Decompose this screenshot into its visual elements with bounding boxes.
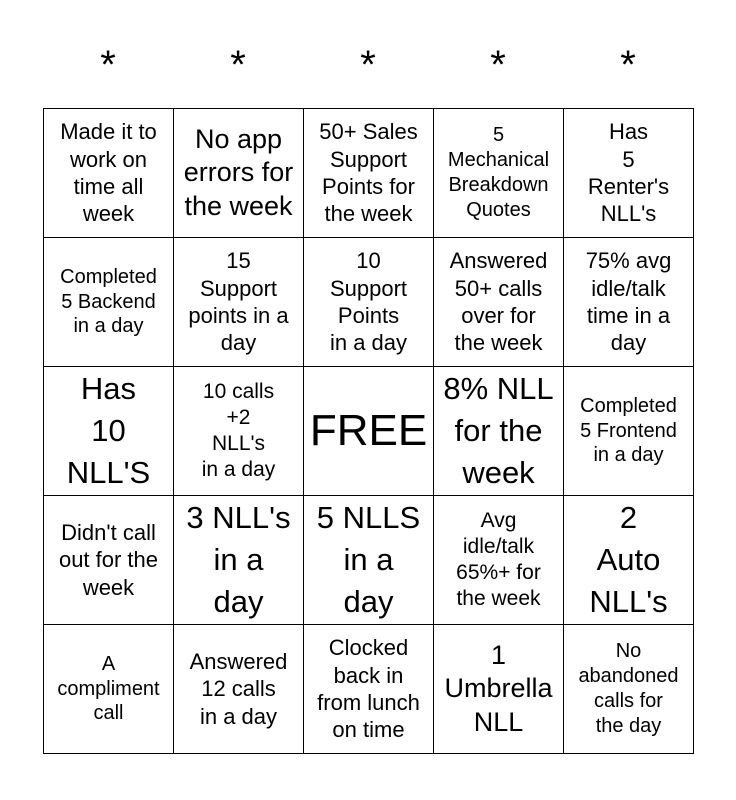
board-row-1 bbox=[44, 109, 694, 238]
header-star-2: * bbox=[230, 43, 246, 87]
column-header bbox=[43, 40, 693, 90]
bingo-cell[interactable]: Made it to work on time all week bbox=[44, 109, 174, 238]
bingo-cell[interactable]: 10 calls +2 NLL's in a day bbox=[174, 367, 304, 496]
bingo-cell[interactable]: 5 Mechanical Breakdown Quotes bbox=[434, 109, 564, 238]
header-star-1: * bbox=[100, 43, 116, 87]
bingo-cell[interactable]: Didn't call out for the week bbox=[44, 496, 174, 625]
board-row-3 bbox=[44, 367, 694, 496]
bingo-cell[interactable]: Completed 5 Frontend in a day bbox=[564, 367, 694, 496]
bingo-cell[interactable]: 2 Auto NLL's bbox=[564, 496, 694, 625]
bingo-cell[interactable]: No app errors for the week bbox=[174, 109, 304, 238]
bingo-cell[interactable]: Has 5 Renter's NLL's bbox=[564, 109, 694, 238]
bingo-cell[interactable]: 10 Support Points in a day bbox=[304, 238, 434, 367]
bingo-cell[interactable]: Completed 5 Backend in a day bbox=[44, 238, 174, 367]
bingo-cell[interactable]: Clocked back in from lunch on time bbox=[304, 625, 434, 754]
bingo-cell[interactable]: Answered 12 calls in a day bbox=[174, 625, 304, 754]
board-row-2 bbox=[44, 238, 694, 367]
board-row-5 bbox=[44, 625, 694, 754]
bingo-cell[interactable]: No abandoned calls for the day bbox=[564, 625, 694, 754]
bingo-cell[interactable]: 50+ Sales Support Points for the week bbox=[304, 109, 434, 238]
bingo-cell[interactable]: 3 NLL's in a day bbox=[174, 496, 304, 625]
header-star-4: * bbox=[490, 43, 506, 87]
bingo-cell[interactable]: 5 NLLS in a day bbox=[304, 496, 434, 625]
bingo-board bbox=[43, 108, 694, 754]
bingo-cell[interactable]: 1 Umbrella NLL bbox=[434, 625, 564, 754]
bingo-cell[interactable]: Answered 50+ calls over for the week bbox=[434, 238, 564, 367]
bingo-cell[interactable]: 75% avg idle/talk time in a day bbox=[564, 238, 694, 367]
bingo-cell[interactable]: Avg idle/talk 65%+ for the week bbox=[434, 496, 564, 625]
bingo-cell[interactable]: Has 10 NLL'S bbox=[44, 367, 174, 496]
bingo-cell[interactable]: 8% NLL for the week bbox=[434, 367, 564, 496]
board-row-4 bbox=[44, 496, 694, 625]
bingo-cell[interactable]: 15 Support points in a day bbox=[174, 238, 304, 367]
free-cell[interactable]: FREE bbox=[304, 367, 434, 496]
header-star-5: * bbox=[620, 43, 636, 87]
header-star-3: * bbox=[360, 43, 376, 87]
bingo-cell[interactable]: A compliment call bbox=[44, 625, 174, 754]
